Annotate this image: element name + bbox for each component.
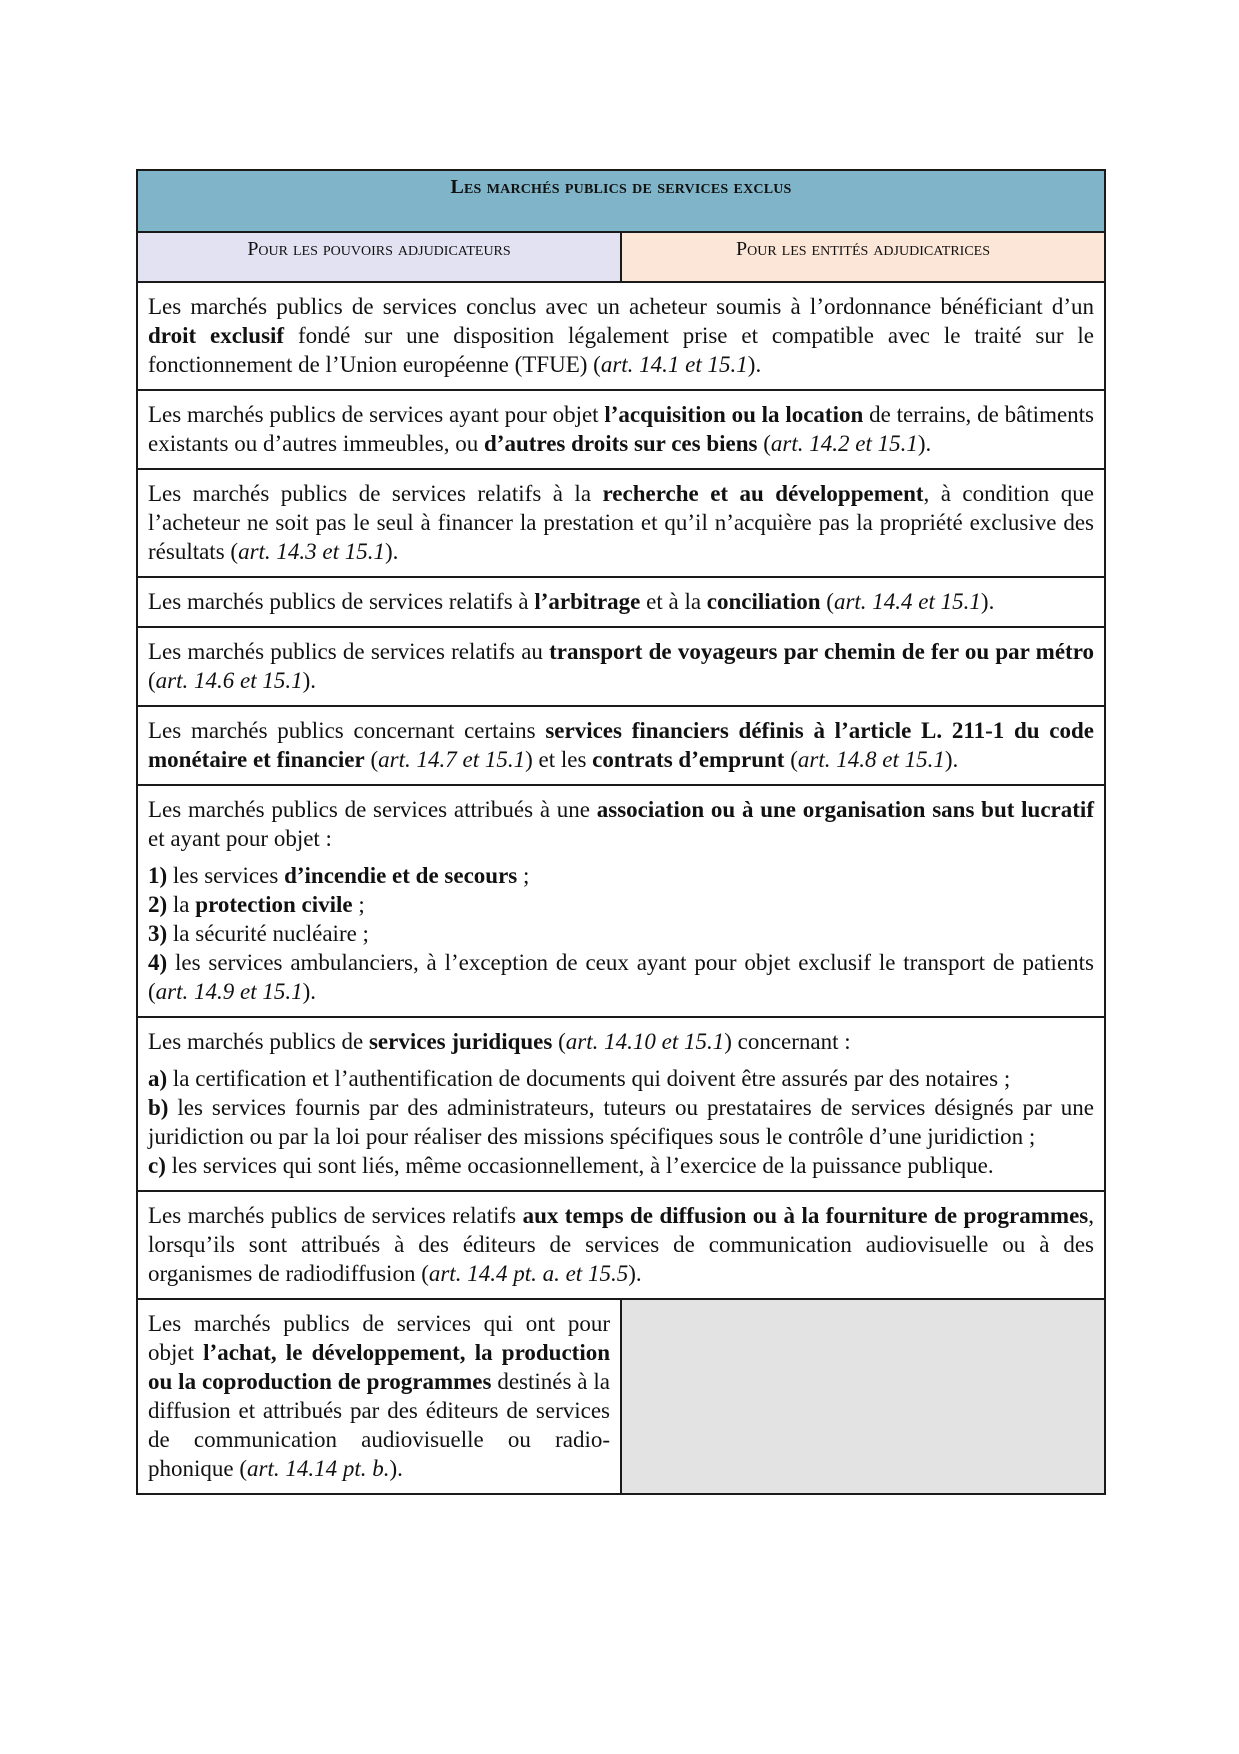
row-text: la certification et l’authentification de documents qui doivent être assurés par des notaires ; — [167, 1066, 1011, 1091]
row-bold-text: association ou à une organisation sans but lucratif — [596, 797, 1094, 822]
table-row — [137, 706, 1105, 785]
row-land-acquisition — [137, 390, 1105, 469]
row-text: Les marchés publics de services attribués à une — [148, 797, 597, 822]
table-row — [137, 282, 1105, 390]
row-text: ). — [917, 431, 932, 456]
row-text: ). — [944, 747, 959, 772]
table-row — [137, 785, 1105, 1017]
row-text: ( — [364, 747, 379, 772]
row-bold-text: services juridiques — [368, 1029, 553, 1054]
list-letter: c) — [148, 1153, 166, 1178]
list-number: 3) — [148, 921, 168, 946]
row-bold-text: contrats d’emprunt — [592, 747, 785, 772]
row-bold-text: droit exclusif — [148, 323, 285, 348]
row-text: Les marchés publics de services relatifs — [148, 1203, 523, 1228]
row-text: Les marchés publics de services conclus avec un acheteur soumis à l’ordonnance bénéficiant d’un — [148, 294, 1094, 319]
row-text: ( — [784, 747, 798, 772]
row-financial-services — [137, 706, 1105, 785]
table-row — [137, 627, 1105, 706]
article-reference: art. 14.2 et 15.1 — [770, 431, 918, 456]
row-passenger-transport — [137, 627, 1105, 706]
article-reference: art. 14.1 et 15.1 — [600, 352, 748, 377]
column-header-right — [621, 232, 1105, 282]
row-programme-production — [137, 1299, 621, 1494]
list-item — [148, 890, 1094, 919]
row-bold-text: d’autres droits sur ces biens — [484, 431, 758, 456]
numbered-list — [148, 861, 1094, 1006]
row-text: ) et les — [525, 747, 593, 772]
row-intro — [148, 1027, 1094, 1056]
article-reference: art. 14.6 et 15.1 — [155, 668, 303, 693]
row-bold-text: conciliation — [706, 589, 821, 614]
list-item — [148, 919, 1094, 948]
table-row — [137, 469, 1105, 577]
article-reference: art. 14.3 et 15.1 — [238, 539, 386, 564]
table-row — [137, 390, 1105, 469]
row-text: ( — [552, 1029, 566, 1054]
row-research-development — [137, 469, 1105, 577]
row-nonprofit-association — [137, 785, 1105, 1017]
row-text: la sécurité nucléaire ; — [167, 921, 369, 946]
list-number: 4) — [148, 950, 168, 975]
row-text: Les marchés publics de services ayant pour objet — [148, 402, 605, 427]
row-text: la — [167, 892, 196, 917]
article-reference: art. 14.10 et 15.1 — [565, 1029, 725, 1054]
row-text: Les marchés publics de services qui ont pour objet — [148, 1311, 610, 1365]
table-row — [137, 1017, 1105, 1191]
column-header-left — [137, 232, 621, 282]
list-item — [148, 1093, 1094, 1151]
row-text: ( — [757, 431, 771, 456]
row-text: Les marchés publics de services relatifs à la — [148, 481, 603, 506]
row-intro — [148, 795, 1094, 853]
row-bold-text: aux temps de diffusion ou à la fourniture de programmes — [522, 1203, 1089, 1228]
article-reference: art. 14.7 et 15.1 — [378, 747, 526, 772]
table-row — [137, 577, 1105, 627]
table-title: Les marchés publics de services exclus — [450, 176, 792, 198]
row-text: les services — [167, 863, 285, 888]
row-bold-text: transport de voyageurs par chemin de fer ou par métro — [549, 639, 1095, 664]
row-text: , lorsqu’ils sont attribués à des éditeurs de services de communication audiovisuelle ou à des organismes de radiodiffusion ( — [148, 1203, 1094, 1286]
row-text: Les marchés publics concernant certains — [148, 718, 546, 743]
row-text: et à la — [640, 589, 707, 614]
column-header-row — [137, 232, 1105, 282]
article-reference: art. 14.8 et 15.1 — [797, 747, 945, 772]
row-text: destinés à la diffusion et attribués par des éditeurs de services de communication audiovisuelle ou radio-phonique ( — [148, 1369, 611, 1481]
row-text: ). — [302, 979, 317, 1004]
row-text: ). — [385, 539, 399, 564]
list-item — [148, 1151, 1094, 1180]
row-text: ). — [628, 1261, 642, 1286]
row-text: ). — [747, 352, 762, 377]
table-row — [137, 1191, 1105, 1299]
row-bold-text: l’acquisition ou la location — [604, 402, 864, 427]
row-text: et ayant pour objet : — [148, 826, 332, 851]
row-broadcast-time — [137, 1191, 1105, 1299]
row-bold-text: services financiers définis à l’article L. 211-1 du code monétaire et financier — [148, 718, 1094, 772]
empty-gray-cell — [621, 1299, 1105, 1494]
column-header-left-label: Pour les pouvoirs adjudicateurs — [247, 238, 511, 260]
row-exclusive-right — [137, 282, 1105, 390]
list-item — [148, 861, 1094, 890]
article-reference: art. 14.4 pt. a. et 15.5 — [428, 1261, 629, 1286]
row-text: fondé sur une disposition légalement prise et compatible avec le traité sur le fonctionnement de l’Union européenne (TFUE) ( — [148, 323, 1094, 377]
row-text: de terrains, de bâtiments existants ou d’autres immeubles, ou — [148, 402, 1095, 456]
row-bold-text: l’achat, le développement, la production ou la coproduction de programmes — [148, 1340, 610, 1394]
row-text: ). — [980, 589, 995, 614]
row-text: ( — [148, 668, 156, 693]
list-item — [148, 1064, 1094, 1093]
column-header-right-label: Pour les entités adjudicatrices — [735, 238, 990, 260]
row-text: les services fournis par des administrateurs, tuteurs ou prestataires de services désignés par une juridiction ou par la loi pour réaliser des missions spécifiques sous le contrôle d’une juridiction ; — [148, 1095, 1094, 1149]
row-text: ). — [302, 668, 317, 693]
list-item — [148, 948, 1094, 1006]
row-text: ; — [352, 892, 365, 917]
list-letter: a) — [148, 1066, 168, 1091]
row-text: ) concernant : — [724, 1029, 851, 1054]
lettered-list — [148, 1064, 1094, 1180]
row-text: ( — [820, 589, 834, 614]
excluded-services-table — [136, 169, 1106, 1495]
table-title-row — [137, 170, 1105, 232]
row-bold-text: l’arbitrage — [534, 589, 641, 614]
row-bold-text: protection civile — [195, 892, 353, 917]
article-reference: art. 14.4 et 15.1 — [833, 589, 981, 614]
row-legal-services — [137, 1017, 1105, 1191]
list-number: 2) — [148, 892, 168, 917]
list-number: 1) — [148, 863, 168, 888]
row-text: les services ambulanciers, à l’exception de ceux ayant pour objet exclusif le transport de patients ( — [148, 950, 1094, 1004]
article-reference: art. 14.14 pt. b. — [247, 1456, 390, 1481]
row-text: ). — [389, 1456, 403, 1481]
table-row — [137, 1299, 1105, 1494]
row-text: Les marchés publics de — [148, 1029, 369, 1054]
table-title-cell — [137, 170, 1105, 232]
list-letter: b) — [148, 1095, 169, 1120]
row-bold-text: d’incendie et de secours — [284, 863, 518, 888]
article-reference: art. 14.9 et 15.1 — [155, 979, 303, 1004]
row-bold-text: recherche et au développement — [602, 481, 924, 506]
row-arbitration — [137, 577, 1105, 627]
row-text: Les marchés publics de services relatifs à — [148, 589, 535, 614]
row-text: ; — [517, 863, 530, 888]
row-text: les services qui sont liés, même occasionnellement, à l’exercice de la puissance publique. — [165, 1153, 994, 1178]
row-text: Les marchés publics de services relatifs au — [148, 639, 550, 664]
row-text: , à condition que l’acheteur ne soit pas le seul à financer la prestation et qu’il n’acquière pas la propriété exclusive des résultats ( — [148, 481, 1094, 564]
